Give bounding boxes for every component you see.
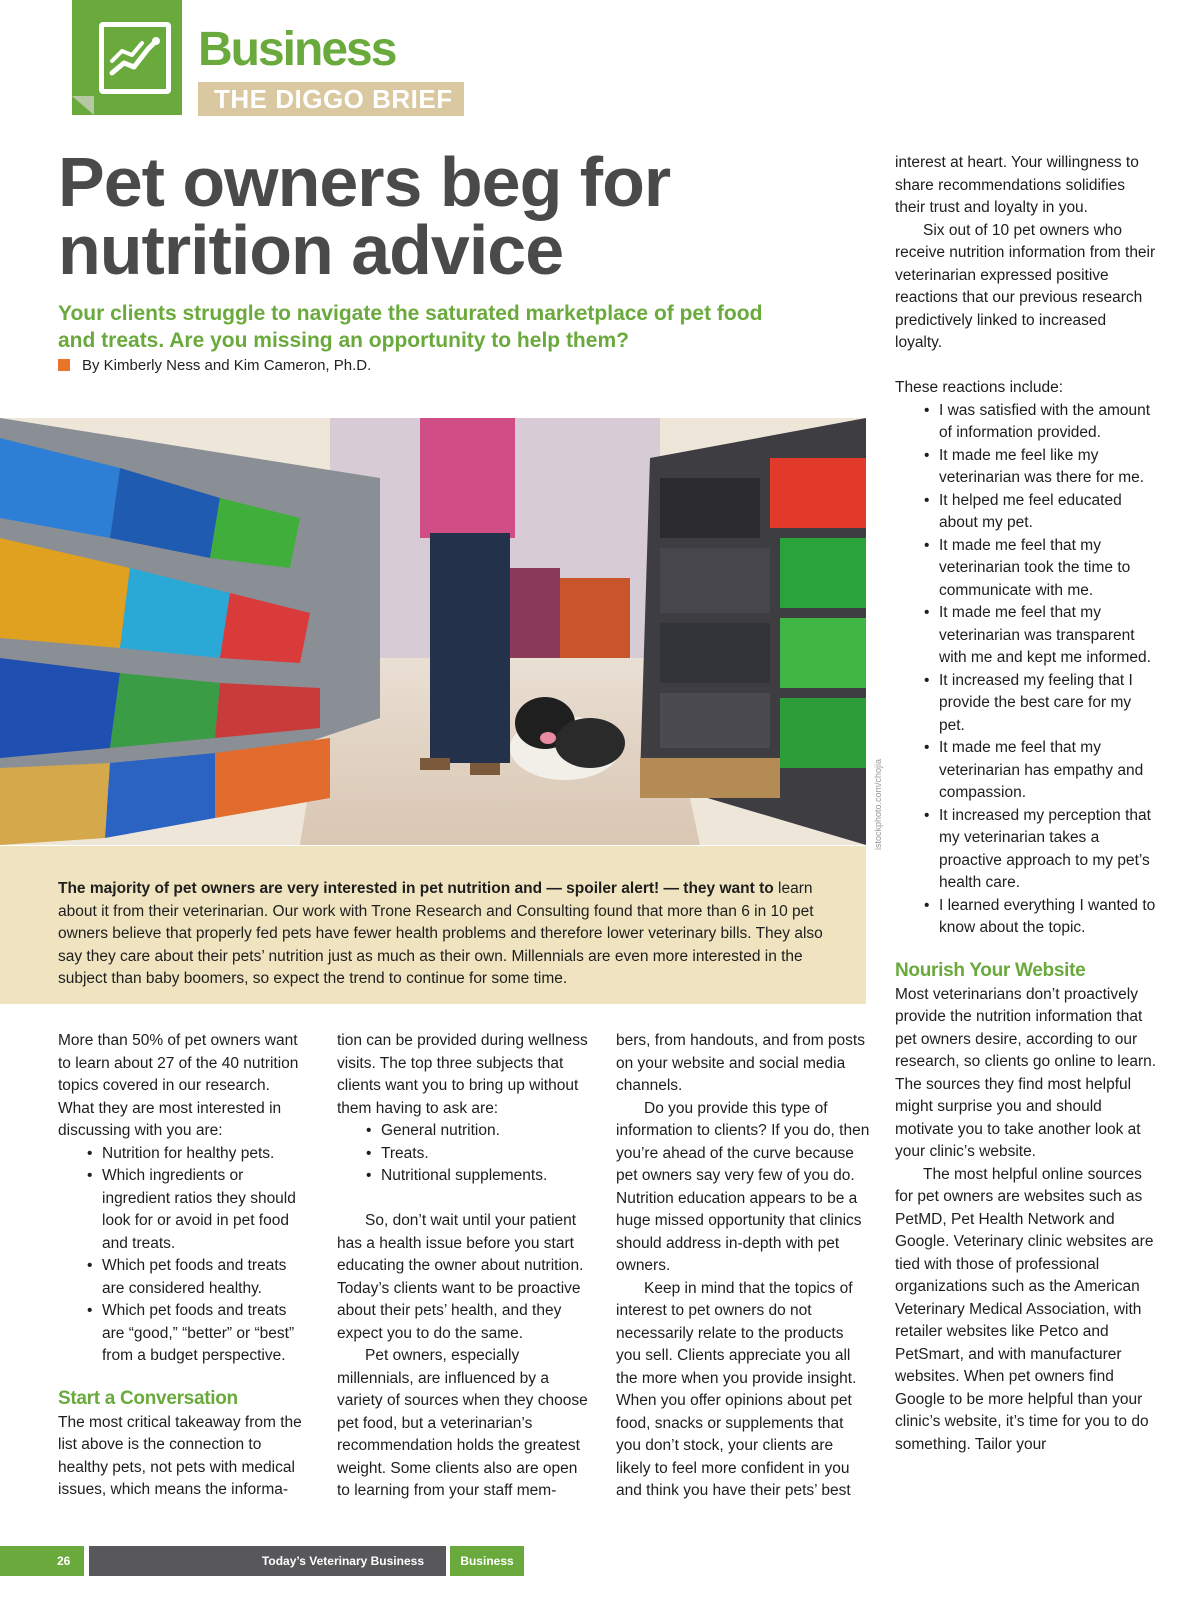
column-3 <box>616 1030 871 1503</box>
col2-list <box>337 1120 592 1188</box>
summary-text: learn about it from their veterinarian. Our work with Trone Research and Consulting found that more than 6 in 10 pet owners believe that properly fed pets have fewer health problems and therefore lower veterinary bills. They also say they care about their pets’ nutrition just as much as their own. Millennials are even more interested in the subject than baby boomers, so expect the trend to continue for some time. <box>58 880 823 987</box>
photo-credit <box>873 742 885 850</box>
list-item: • It made me feel that my veterinarian took the time to communicate with me. <box>895 535 1157 603</box>
col2-intro: tion can be provided during wellness visits. The top three subjects that clients want you to bring up without them having to ask are: <box>337 1032 588 1117</box>
col3-paragraph-3: Keep in mind that the topics of interest to pet owners do not necessarily relate to the products you sell. Clients appreciate you all the more when you provide insight. When you offer opinions about pet food, snacks or supplements that you don’t stock, your clients are likely to feel more confident in you and think you have their pets’ best <box>616 1279 857 1499</box>
list-item: • It increased my feeling that I provide the best care for my pet. <box>895 670 1157 738</box>
publication-name: Today’s Veterinary Business <box>89 1546 446 1576</box>
list-item: • Which pet foods and treats are “good,” “better” or “best” from a budget perspective. <box>58 1300 308 1368</box>
logo-fold <box>72 96 94 115</box>
col1-list <box>58 1143 308 1368</box>
col4-paragraph-1: interest at heart. Your willingness to share recommendations solidifies their trust and loyalty in you. <box>895 154 1139 216</box>
col3-paragraph-1: bers, from handouts, and from posts on your website and social media channels. <box>616 1032 865 1094</box>
headline-line-1: Pet owners beg for <box>58 143 671 221</box>
headline-line-2: nutrition advice <box>58 211 564 289</box>
column-4 <box>895 152 1157 1456</box>
list-item: • Nutrition for healthy pets. <box>58 1143 308 1166</box>
line-chart-icon <box>99 22 171 94</box>
list-item: • I was satisfied with the amount of information provided. <box>895 400 1157 445</box>
list-item: • It made me feel like my veterinarian was there for me. <box>895 445 1157 490</box>
list-item: • Nutritional supplements. <box>337 1165 592 1188</box>
col2-paragraph-2: Pet owners, especially millennials, are influenced by a variety of sources when they choose pet food, but a veterinarian’s recommendation holds the greatest weight. Some clients also are open to learning from your staff mem- <box>337 1347 588 1499</box>
col2-paragraph-1: So, don’t wait until your patient has a health issue before you start educating the owner about nutrition. Today’s clients want to be proactive about their pets’ health, and they expect you to do the same. <box>337 1212 584 1342</box>
footer-section: Business <box>450 1546 524 1576</box>
hero-photo <box>0 418 866 845</box>
list-item: • It made me feel that my veterinarian has empathy and compassion. <box>895 737 1157 805</box>
col1-intro: More than 50% of pet owners want to learn about 27 of the 40 nutrition topics covered in our research. What they are most interested in discussing with you are: <box>58 1032 299 1139</box>
col4-paragraph-4: The most helpful online sources for pet owners are websites such as PetMD, Pet Health Network and Google. Veterinary clinic websites are tied with those of professional organizations such as the American Veterinary Medical Association, with retailer websites like Petco and PetSmart, and with manufacturer websites. When pet owners find Google to be more helpful than your clinic’s website, it’s time for you to do something. Tailor your <box>895 1165 1154 1453</box>
deck: Your clients struggle to navigate the saturated marketplace of pet food and treats. Are you missing an opportunity to help them? <box>58 302 763 352</box>
list-item: • It made me feel that my veterinarian was transparent with me and kept me informed. <box>895 602 1157 670</box>
photo-credit-text: istockphoto.com/chojia <box>873 758 883 850</box>
section-title: Business <box>198 23 396 76</box>
page-number: 26 <box>0 1546 84 1576</box>
list-item: • It helped me feel educated about my pet. <box>895 490 1157 535</box>
column-2 <box>337 1030 592 1503</box>
col1-paragraph: The most critical takeaway from the list above is the connection to healthy pets, not pets with medical issues, which means the informa- <box>58 1413 302 1498</box>
summary-box <box>0 846 866 1004</box>
col3-paragraph-2: Do you provide this type of information to clients? If you do, then you’re ahead of the curve because pet owners say very few of you do. Nutrition education appears to be a huge missed opportunity that clinics should address in-depth with pet owners. <box>616 1099 870 1274</box>
col4-paragraph-3: Most veterinarians don’t proactively provide the nutrition information that pet owners desire, according to our research, so clients go online to learn. The sources they find most helpful might surprise you and should motivate you to take another look at your clinic’s website. <box>895 985 1157 1160</box>
col4-reactions-intro: These reactions include: <box>895 379 1064 396</box>
list-item: • General nutrition. <box>337 1120 592 1143</box>
list-item: • Treats. <box>337 1143 592 1166</box>
list-item: • Which pet foods and treats are considered healthy. <box>58 1255 308 1300</box>
byline <box>58 356 371 376</box>
summary-lead: The majority of pet owners are very interested in pet nutrition and — spoiler alert! — they want to <box>58 880 774 897</box>
col4-paragraph-2: Six out of 10 pet owners who receive nutrition information from their veterinarian expressed positive reactions that our previous research predictively linked to increased loyalty. <box>895 221 1156 351</box>
subhead-start-conversation: Start a Conversation <box>58 1387 238 1409</box>
headline <box>58 143 848 289</box>
col4-reactions-list <box>895 400 1157 940</box>
byline-marker <box>58 359 70 371</box>
brief-tag: THE DIGGO BRIEF <box>198 82 464 116</box>
list-item: • Which ingredients or ingredient ratios they should look for or avoid in pet food and treats. <box>58 1165 308 1255</box>
list-item: • I learned everything I wanted to know about the topic. <box>895 895 1157 940</box>
byline-text: By Kimberly Ness and Kim Cameron, Ph.D. <box>82 357 372 374</box>
subhead-nourish-website: Nourish Your Website <box>895 959 1086 981</box>
list-item: • It increased my perception that my veterinarian takes a proactive approach to my pet’s health care. <box>895 805 1157 895</box>
column-1 <box>58 1030 308 1502</box>
